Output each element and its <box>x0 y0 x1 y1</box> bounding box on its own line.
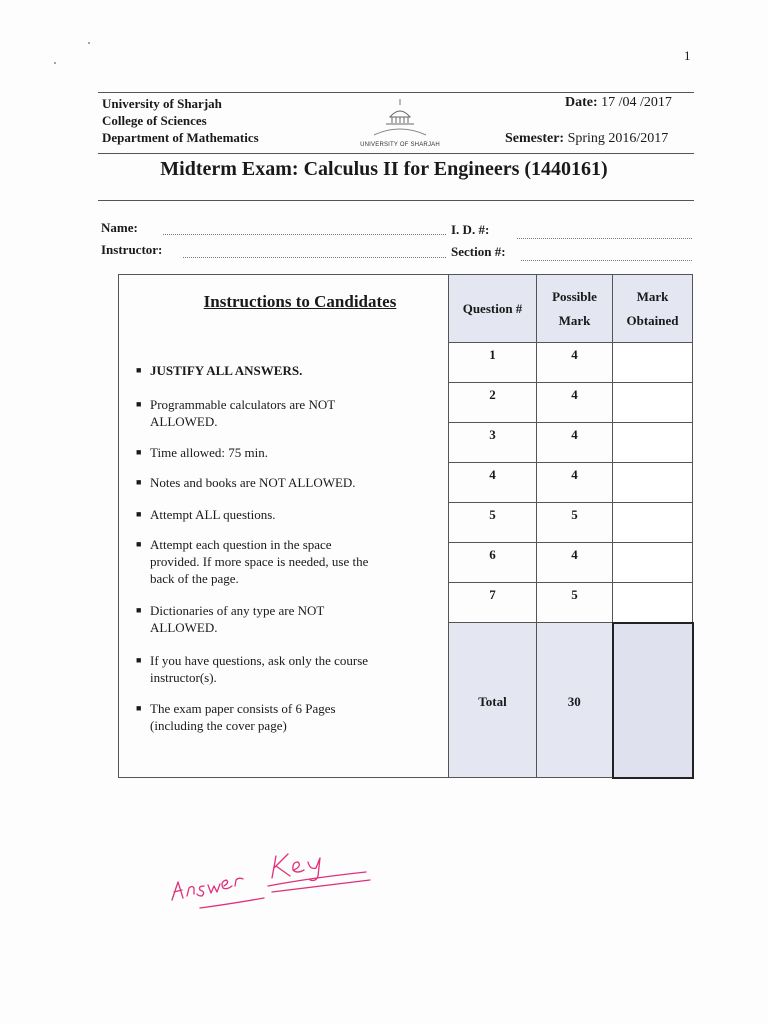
total-label: Total <box>449 623 537 778</box>
university-name: University of Sharjah <box>102 96 222 111</box>
total-row <box>449 623 693 778</box>
semester-label: Semester: <box>505 131 565 146</box>
college-name: College of Sciences <box>102 113 207 128</box>
page-number: 1 <box>684 48 691 63</box>
instructor-label: Instructor: <box>101 242 163 257</box>
obtained-mark[interactable] <box>613 343 693 383</box>
table-row <box>449 463 693 503</box>
header-top-rule <box>98 92 694 93</box>
instruction-item: ■ Time allowed: 75 min. <box>136 445 268 460</box>
bullet-icon: ■ <box>136 399 142 409</box>
instruction-item: ■ Attempt each question in the space provided. If more space is needed, use the back of the page. <box>136 537 369 586</box>
header-bottom-rule <box>98 200 694 201</box>
bullet-icon: ■ <box>136 655 142 665</box>
bullet-icon: ■ <box>136 365 142 375</box>
bullet-icon: ■ <box>136 477 142 487</box>
id-label: I. D. #: <box>451 222 490 237</box>
instruction-item: ■ Programmable calculators are NOT ALLOWED. <box>136 397 336 429</box>
date-value: 17 /04 /2017 <box>601 95 672 110</box>
section-label: Section #: <box>451 244 506 259</box>
bullet-icon: ■ <box>136 509 142 519</box>
name-label: Name: <box>101 220 138 235</box>
question-number: 1 <box>449 343 537 383</box>
table-row <box>449 383 693 423</box>
university-logo <box>360 97 440 149</box>
obtained-mark[interactable] <box>613 423 693 463</box>
marks-table <box>448 274 694 779</box>
instruction-item: ■ Attempt ALL questions. <box>136 507 276 522</box>
exam-title-prefix: Midterm Exam: <box>160 158 299 180</box>
handwritten-answer-key <box>160 830 410 920</box>
instruction-item: ■ Notes and books are NOT ALLOWED. <box>136 475 356 490</box>
table-row <box>449 503 693 543</box>
possible-mark: 5 <box>537 583 613 623</box>
instruction-item: ■ Dictionaries of any type are NOT ALLOWED. <box>136 603 325 635</box>
column-header-possible: Possible Mark <box>537 275 613 343</box>
university-logo-icon <box>360 97 440 137</box>
obtained-mark[interactable] <box>613 463 693 503</box>
table-row <box>449 423 693 463</box>
question-number: 6 <box>449 543 537 583</box>
institution-block <box>102 95 259 146</box>
exam-date <box>565 95 672 111</box>
scan-speck <box>88 42 90 44</box>
bullet-icon: ■ <box>136 539 142 549</box>
question-number: 4 <box>449 463 537 503</box>
column-header-question: Question # <box>449 275 537 343</box>
possible-mark: 5 <box>537 503 613 543</box>
possible-mark: 4 <box>537 423 613 463</box>
exam-title <box>0 158 768 181</box>
department-name: Department of Mathematics <box>102 130 259 145</box>
logo-caption: UNIVERSITY OF SHARJAH <box>360 142 440 148</box>
instruction-item: ■ If you have questions, ask only the course instructor(s). <box>136 653 369 685</box>
bullet-icon: ■ <box>136 605 142 615</box>
bullet-icon: ■ <box>136 447 142 457</box>
question-number: 3 <box>449 423 537 463</box>
id-field[interactable] <box>517 238 692 239</box>
question-number: 7 <box>449 583 537 623</box>
table-row <box>449 543 693 583</box>
instruction-item: ■ JUSTIFY ALL ANSWERS. <box>136 363 303 378</box>
name-field[interactable] <box>163 234 446 235</box>
table-row <box>449 583 693 623</box>
possible-mark: 4 <box>537 383 613 423</box>
bullet-icon: ■ <box>136 703 142 713</box>
column-header-obtained: Mark Obtained <box>613 275 693 343</box>
question-number: 2 <box>449 383 537 423</box>
total-obtained[interactable] <box>613 623 693 778</box>
scan-speck <box>54 62 56 64</box>
obtained-mark[interactable] <box>613 583 693 623</box>
exam-semester <box>505 131 668 147</box>
header-mid-rule <box>98 153 694 154</box>
table-row <box>449 343 693 383</box>
marks-table-header <box>449 275 693 343</box>
total-possible: 30 <box>537 623 613 778</box>
obtained-mark[interactable] <box>613 503 693 543</box>
possible-mark: 4 <box>537 463 613 503</box>
possible-mark: 4 <box>537 343 613 383</box>
question-number: 5 <box>449 503 537 543</box>
instructions-title: Instructions to Candidates <box>203 292 397 311</box>
exam-course: Calculus II for Engineers (1440161) <box>303 158 608 180</box>
possible-mark: 4 <box>537 543 613 583</box>
section-field[interactable] <box>521 260 692 261</box>
obtained-mark[interactable] <box>613 383 693 423</box>
obtained-mark[interactable] <box>613 543 693 583</box>
date-label: Date: <box>565 95 598 110</box>
instruction-item: ■ The exam paper consists of 6 Pages (including the cover page) <box>136 701 336 733</box>
semester-value: Spring 2016/2017 <box>567 131 669 146</box>
instructor-field[interactable] <box>183 257 446 258</box>
